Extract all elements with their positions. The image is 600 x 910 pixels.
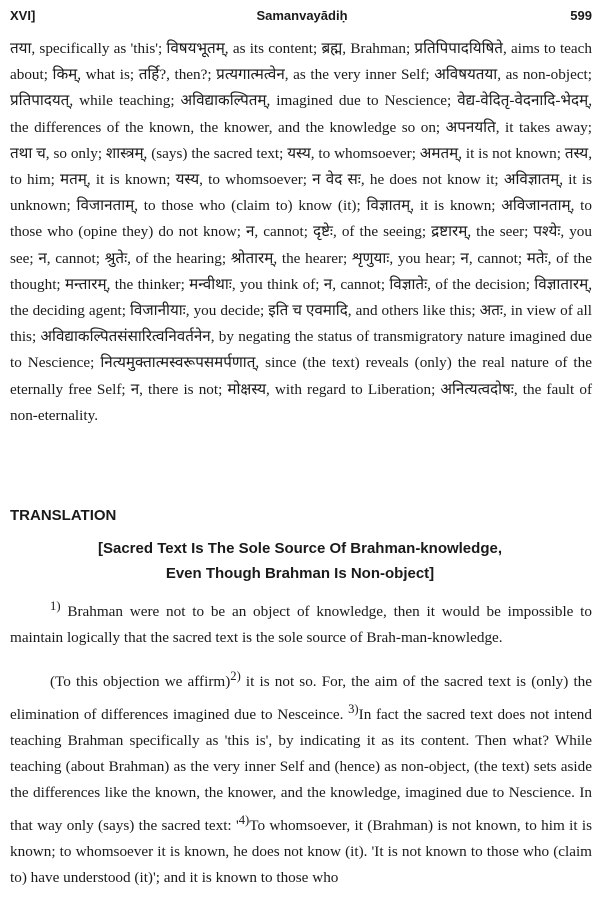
translation-paragraph-1 [10,593,592,651]
footnote-marker: 2) [230,669,241,684]
running-header [10,4,594,28]
translation-body [10,593,592,891]
section-heading: TRANSLATION [10,507,117,524]
paragraph-text: In fact the sacred text does not intend teaching Brahman specifically as 'this is', by indicating it as its content. Then what? While teaching (about Brahman) as the very inner Self and (hence) as non-object, (the text) sets aside the differences like the known, the knower, and the knowledge, imagined due to Nescience. In that way only (says) the sacred text: ' [10,705,592,834]
paragraph-text: it is not so. For, the aim of the sacred text is (only) the elimination of differences imagined due to Nesceince. [10,673,592,723]
footnote-marker: 1) [50,599,61,613]
translation-title-line-2: Even Though Brahman Is Non-object] [165,565,435,582]
word-gloss-block [10,36,592,429]
footnote-marker: 3) [348,701,359,716]
chapter-marker: XVI] [10,8,36,23]
translation-paragraph-2 [10,663,592,891]
paragraph-text: (To this objection we affirm) [50,673,231,691]
word-gloss-paragraph: तया, specifically as 'this'; विषयभूतम्, as its content; ब्रह्म, Brahman; प्रतिपिपादयिषिते, aims to teach about; किम्, what is; तर्हि?, then?; प्रत्यगात्मत्वेन, as the very inner Self; अविषयतया, as non-object; प्रतिपादयत्, while teaching; अविद्याकल्पितम्, imagined due to Nescience; वेद्य-वेदितृ-वेदनादि-भेदम्, the differences of the known, the knower, and the knowledge so on; अपनयति, it takes away; तथा च, so only; शास्त्रम्, (says) the sacred text; यस्य, to whomsoever; अमतम्, it is not known; तस्य, to him; मतम्, it is known; यस्य, to whomsoever; न वेद सः, he does not know it; अविज्ञातम्, it is unknown; विजानताम्, to those who (claim to) know (it); विज्ञातम्, it is known; अविजानताम्, to those who (opine they) do not know; न, cannot; दृष्टेः, of the seeing; द्रष्टारम्, the seer; पश्येः, you see; न, cannot; श्रुतेः, of the hearing; श्रोतारम्, the hearer; शृणुयाः, you hear; न, cannot; मतेः, of the thought; मन्तारम्, the thinker; मन्वीथाः, you think of; न, cannot; विज्ञातेः, of the decision; विज्ञातारम्, the deciding agent; विजानीयाः, you decide; इति च एवमादि, and others like this; अतः, in view of all this; अविद्याकल्पितसंसारित्वनिवर्तनेन, by negating the status of transmigratory nature imagined due to Nescience; नित्यमुक्तात्मस्वरूपसमर्पणात्, since (the text) reveals (only) the real nature of the eternally free Self; न, there is not; मोक्षस्य, with regard to Liberation; अनित्यत्वदोषः, the fault of non-eternality. [10,40,592,424]
paragraph-text: Brahman were not to be an object of knowledge, then it would be impossible to maintain logically that the sacred text is the sole source of Brah-man-knowledge. [10,603,592,647]
running-title: Samanvayādiḥ [256,8,348,23]
translation-title [60,536,540,586]
paragraph-text: To whomsoever, it (Brahman) is not known, to him it is known; to whomsoever it is known, he does not know (it). 'It is not known to those who (claim to) have understood (it)'; and it is known to those who [10,816,593,887]
page-number: 599 [570,8,592,23]
footnote-marker: 4) [238,812,250,827]
translation-title-line-1: [Sacred Text Is The Sole Source Of Brahman-knowledge, [98,540,502,557]
